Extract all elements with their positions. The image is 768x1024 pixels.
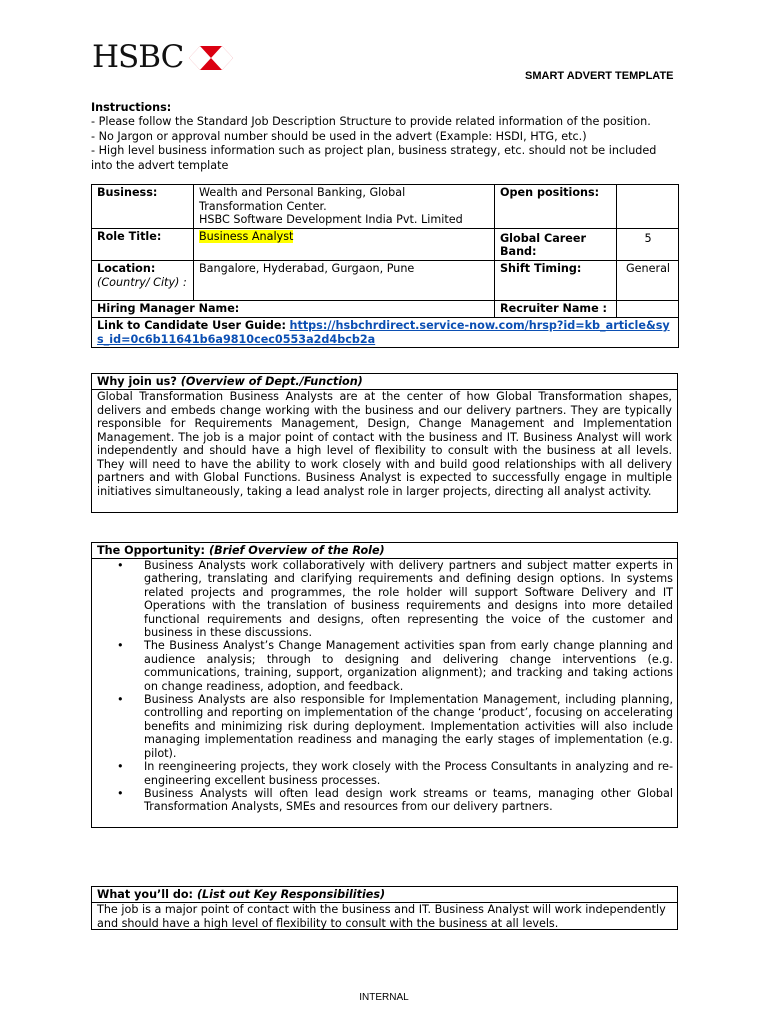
career-band-value: 5: [617, 228, 679, 260]
job-info-table: [91, 184, 679, 348]
instruction-line: - No Jargon or approval number should be used in the advert (Example: HSDI, HTG, etc.): [91, 129, 587, 143]
business-value-line: HSBC Software Development India Pvt. Limited: [199, 213, 463, 227]
user-guide-label: Link to Candidate User Guide:: [97, 318, 286, 332]
bullet-icon: •: [117, 760, 124, 774]
shift-timing-value: General: [617, 260, 679, 300]
career-band-label: Global Career Band:: [495, 228, 617, 260]
shift-timing-label: Shift Timing:: [495, 260, 617, 300]
list-item: [92, 787, 677, 814]
user-guide-cell: [92, 317, 679, 347]
business-value-line: Wealth and Personal Banking, Global Transformation Center.: [199, 186, 406, 213]
hsbc-logo: [92, 39, 233, 75]
location-label: Location:: [97, 261, 156, 275]
classification-footer: INTERNAL: [359, 992, 409, 1003]
instructions-block: [91, 101, 681, 173]
what-youll-do-subtitle: (List out Key Responsibilities): [196, 888, 386, 901]
list-item: [92, 693, 677, 760]
hiring-manager-label: Hiring Manager Name:: [92, 300, 495, 317]
bullet-icon: •: [117, 693, 124, 707]
why-join-section: [91, 373, 678, 513]
what-youll-do-section: [91, 886, 678, 930]
instructions-title: Instructions:: [91, 101, 172, 114]
instruction-line: - Please follow the Standard Job Description Structure to provide related information of the position.: [91, 115, 651, 129]
business-label: Business:: [92, 185, 194, 229]
location-sublabel: (Country/ City) :: [97, 275, 187, 289]
location-label-cell: [92, 260, 194, 300]
why-join-subtitle: (Overview of Dept./Function): [180, 375, 363, 388]
logo-text: HSBC: [92, 39, 184, 75]
opportunity-heading: [92, 543, 677, 559]
list-item: [92, 639, 677, 693]
bullet-icon: •: [117, 639, 124, 653]
role-title-cell: [194, 228, 495, 260]
bullet-icon: •: [117, 559, 124, 572]
what-youll-do-heading: [92, 887, 677, 903]
list-item-text: In reengineering projects, they work closely with the Process Consultants in analyzing and re-engineering excellent business processes.: [144, 760, 673, 787]
bullet-icon: •: [117, 786, 124, 800]
what-youll-do-body: The job is a major point of contact with the business and IT. Business Analyst will work independently and should have a high level of flexibility to consult with the business at all levels.: [97, 903, 666, 930]
why-join-title: Why join us?: [97, 375, 177, 388]
what-youll-do-title: What you’ll do:: [97, 888, 194, 901]
user-guide-link[interactable]: https://hsbchrdirect.service-now.com/hrsp?id=kb_article&sys_id=0c6b11641b6a9810cec0553a2d4bcb2a: [97, 318, 670, 346]
why-join-body: Global Transformation Business Analysts are at the center of how Global Transformation shapes, delivers and embeds change working with the business and our delivery partners. They are typically responsible for Requirements Management, Design, Change Management and Implementation Management. The job is a major point of contact with the business and IT. Business Analyst will work independently and should have a high level of flexibility to consult with the business at all levels. They will need to have the ability to work closely with and build good relationships with all delivery partners and with Global Functions. Business Analyst is expected to successfully engage in multiple initiatives simultaneously, taking a lead analyst role in larger projects, directing all analyst activity.: [97, 390, 672, 498]
role-title-label: Role Title:: [92, 228, 194, 260]
open-positions-value: [617, 185, 679, 229]
opportunity-subtitle: (Brief Overview of the Role): [208, 544, 385, 557]
location-value: Bangalore, Hyderabad, Gurgaon, Pune: [194, 260, 495, 300]
list-item-text: Business Analysts work collaboratively with delivery partners and subject matter experts in gathering, translating and clarifying requirements and defining design options. In systems related projects and programmes, the role holder will support Software Delivery and IT Operations with the translation of business requirements and designs into more detailed functional requirements and designs, often representing the voice of the customer and business in these discussions.: [144, 559, 673, 640]
list-item: [92, 760, 677, 787]
instruction-line: - High level business information such as project plan, business strategy, etc. should not be included into the advert template: [91, 144, 657, 172]
list-item: [92, 559, 677, 639]
recruiter-label: Recruiter Name :: [495, 300, 617, 317]
opportunity-title: The Opportunity:: [97, 544, 206, 557]
business-value: [194, 185, 495, 229]
why-join-heading: [92, 374, 677, 390]
opportunity-section: [91, 542, 678, 828]
opportunity-list: [92, 559, 677, 814]
list-item-text: Business Analysts will often lead design work streams or teams, managing other Global Transformation Analysts, SMEs and resources from our delivery partners.: [144, 786, 673, 814]
role-title-value: Business Analyst: [199, 229, 294, 243]
recruiter-value: [617, 300, 679, 317]
template-title: SMART ADVERT TEMPLATE: [525, 70, 674, 82]
open-positions-label: Open positions:: [495, 185, 617, 229]
hexagon-logo-icon: [189, 46, 233, 70]
list-item-text: The Business Analyst’s Change Management activities span from early change planning and audience analysis; through to designing and delivering change interventions (e.g. communications, training, support, organization alignment); and tracking and taking actions on change readiness, adoption, and feedback.: [144, 639, 673, 693]
list-item-text: Business Analysts are also responsible for Implementation Management, including planning, controlling and reporting on implementation of the change ‘product’, focusing on accelerating benefits and minimizing risk during deployment. Implementation activities will also include managing implementation readiness and managing the early stages of implementation (e.g. pilot).: [144, 693, 673, 760]
